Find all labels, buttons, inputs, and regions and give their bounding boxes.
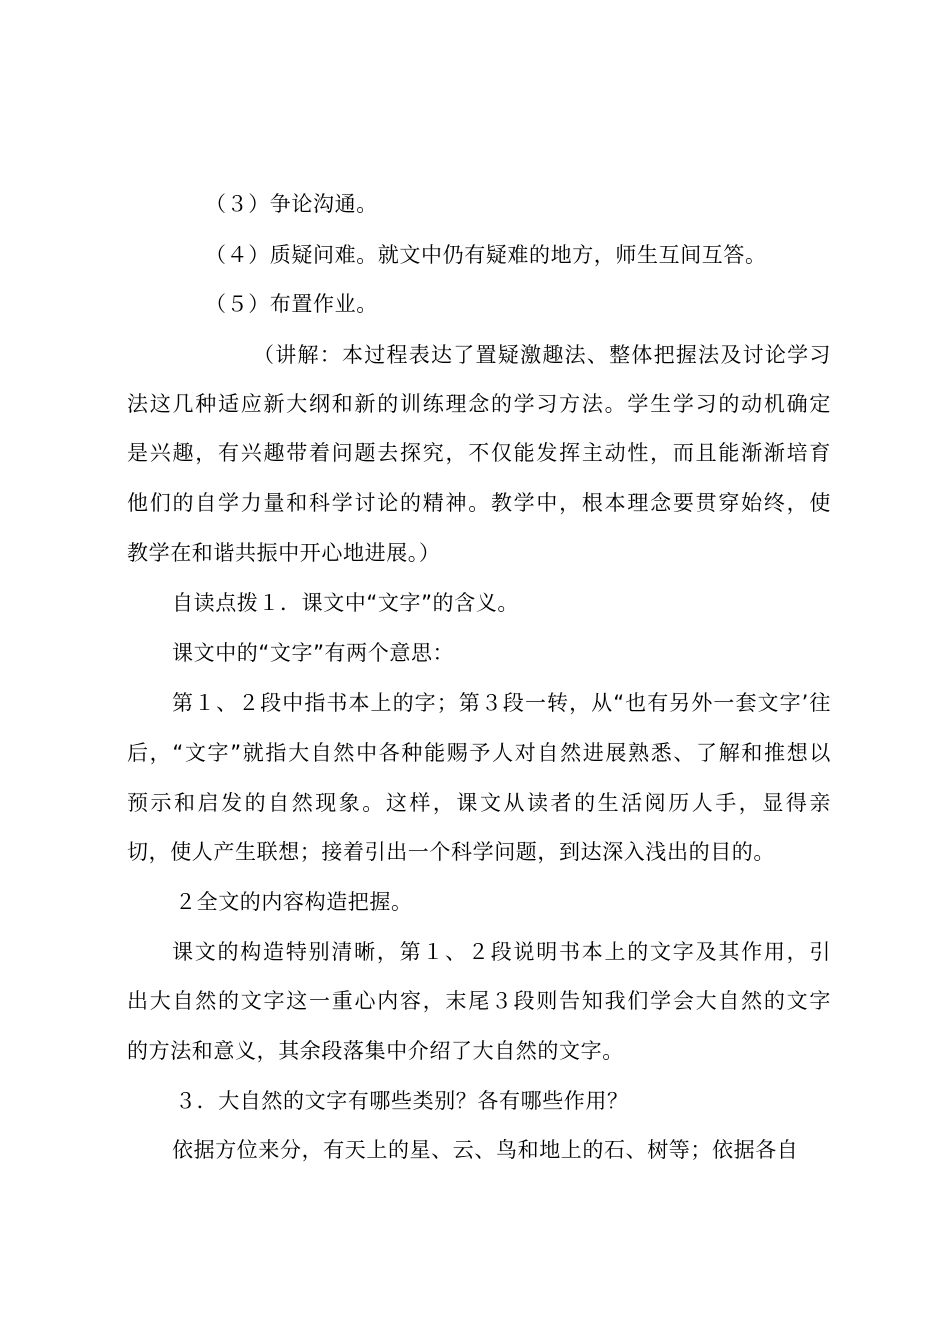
text-line: 的方法和意义，其余段落集中介绍了大自然的文字。 — [127, 1039, 624, 1063]
text-line: 第１、２段中指书本上的字；第３段一转，从“也有另外一套文字’往 — [172, 691, 831, 715]
text-line: 教学在和谐共振中开心地进展。） — [127, 541, 441, 565]
text-line: （４）质疑问难。就文中仍有疑难的地方，师生互间互答。 — [205, 243, 767, 267]
text-line: 自读点拨１．课文中“文字”的含义。 — [172, 591, 519, 615]
text-line: 出大自然的文字这一重心内容，末尾３段则告知我们学会大自然的文字 — [127, 989, 831, 1013]
text-line: 依据方位来分，有天上的星、云、鸟和地上的石、树等；依据各自 — [172, 1138, 799, 1162]
text-line: 课文的构造特别清晰，第１、２段说明书本上的文字及其作用，引 — [172, 940, 831, 964]
text-line: （讲解：本过程表达了置疑激趣法、整体把握法及讨论学习 — [253, 343, 831, 367]
text-line: 预示和启发的自然现象。这样，课文从读者的生活阅历人手，显得亲 — [127, 791, 831, 815]
text-line: 法这几种适应新大纲和新的训练理念的学习方法。学生学习的动机确定 — [127, 392, 831, 416]
text-line: 他们的自学力量和科学讨论的精神。教学中，根本理念要贯穿始终，使 — [127, 491, 831, 515]
text-line: 课文中的“文字”有两个意思： — [172, 641, 455, 665]
text-line: （５）布置作业。 — [205, 292, 378, 316]
text-line: 切，使人产生联想；接着引出一个科学问题，到达深入浅出的目的。 — [127, 840, 775, 864]
text-line: （３）争论沟通。 — [205, 192, 378, 216]
text-line: 是兴趣，有兴趣带着问题去探究，不仅能发挥主动性，而且能渐渐培育 — [127, 441, 831, 465]
text-line: 后，“文字”就指大自然中各种能赐予人对自然进展熟悉、了解和推想以 — [127, 741, 831, 765]
text-line: ３．大自然的文字有哪些类别？各有哪些作用？ — [175, 1089, 629, 1113]
text-line: ２全文的内容构造把握。 — [175, 890, 413, 914]
